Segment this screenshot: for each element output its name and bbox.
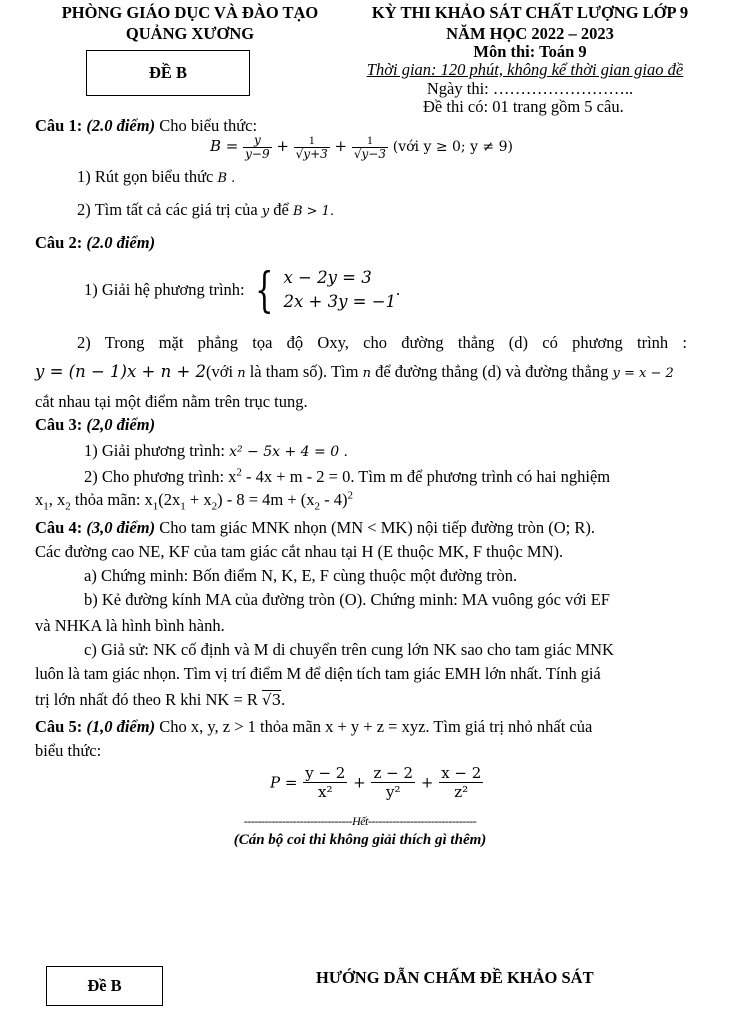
duration: Thời gian: 120 phút, không kể thời gian giao đề: [366, 60, 684, 79]
q3-header: Câu 3: (2,0 điểm): [35, 415, 156, 434]
guide-title: HƯỚNG DẪN CHẤM ĐỀ KHẢO SÁT: [316, 968, 594, 987]
q4-part-b2: và NHKA là hình bình hành.: [35, 616, 225, 635]
q2-header: Câu 2: (2.0 điểm): [35, 233, 156, 252]
q4-part-c1: c) Giả sử: NK cố định và M di chuyển trên cung lớn NK sao cho tam giác MNK: [84, 640, 614, 659]
q5-frac-3: $\frac{x - 2}{\text{z²}}$: [441, 764, 482, 801]
exam-date: Ngày thi: ……………………..: [426, 79, 634, 98]
q4-part-c2: luôn là tam giác nhọn. Tìm vị trí điểm M để diện tích tam giác EMH lớn nhất. Tính giá: [35, 664, 601, 683]
q5-line1: Câu 5: (1,0 điểm) Cho x, y, z > 1 thỏa mãn x + y + z = xyz. Tìm giá trị nhỏ nhất của: [35, 717, 593, 736]
q2-part2-line1: 2) Trong mặt phẳng tọa độ Oxy, cho đường thẳng (d) có phương trình :: [77, 333, 687, 352]
q1-part2: 2) Tìm tất cả các giá trị của y để B > 1.: [77, 200, 335, 219]
q5-frac-2: $\frac{z - 2}{\text{y²}}$: [373, 764, 414, 801]
q2-part2-line3: cắt nhau tại một điểm nằm trên trục tung.: [35, 392, 308, 411]
answer-code-box: Đề B: [46, 966, 163, 1006]
end-mark: -------------------------------Hết-------------------------------: [243, 814, 477, 828]
q3-part2-condition: $x_1$, $x_2$ thỏa mãn: $x_1(2x_1 + x_2) - 8 = 4m + (x_2 - 4)^2$: [35, 489, 354, 513]
q3-part1: 1) Giải phương trình: x² − 5x + 4 = 0 .: [84, 441, 348, 460]
q3-part2: 2) Cho phương trình: $x^2 - 4x + m - 2 = 0$. Tìm m để phương trình có hai nghiệm: [84, 466, 611, 486]
q4-part-a: a) Chứng minh: Bốn điểm N, K, E, F cùng thuộc một đường tròn.: [84, 566, 518, 585]
pages-info: Đề thi có: 01 trang gồm 5 câu.: [423, 97, 624, 116]
q4-line1: Câu 4: (3,0 điểm) Cho tam giác MNK nhọn (MN < MK) nội tiếp đường tròn (O; R).: [35, 518, 595, 537]
dept-name: PHÒNG GIÁO DỤC VÀ ĐÀO TẠO QUẢNG XƯƠNG: [61, 3, 319, 43]
q5-line2: biểu thức:: [35, 741, 102, 760]
q4-line2: Các đường cao NE, KF của tam giác cắt nhau tại H (E thuộc MK, F thuộc MN).: [35, 542, 564, 561]
exam-title: KỲ THI KHẢO SÁT CHẤT LƯỢNG LỚP 9 NĂM HỌC 2022 – 2023: [371, 3, 689, 43]
proctor-note: (Cán bộ coi thi không giải thích gì thêm): [233, 832, 487, 848]
q1-part1: 1) Rút gọn biểu thức B .: [77, 167, 236, 186]
q1-formula: B = $\frac{y}{y-9}$ + $\frac{1}{√y+3}$ + $\frac{1}{√y-3}$ (với y ≥ 0; y ≠ 9): [210, 133, 513, 161]
q1-header: Câu 1: (2.0 điểm) Cho biểu thức:: [35, 116, 258, 135]
q1-frac-1: $\frac{y}{y-9}$: [245, 133, 270, 161]
exam-code-box: ĐỀ B: [86, 50, 250, 96]
q5-frac-1: $\frac{y - 2}{\text{x²}}$: [305, 764, 346, 801]
q1-frac-3: $\frac{1}{√y-3}$: [353, 133, 386, 161]
system-brace: {: [254, 262, 274, 318]
q4-part-c3: trị lớn nhất đó theo R khi NK = R √3.: [35, 690, 286, 709]
q2-system: 1) Giải hệ phương trình: { x − 2y = 3 2x + 3y = −1 .: [84, 262, 401, 318]
subject: Môn thi: Toán 9: [473, 42, 587, 61]
q2-part2-line2: y = (n − 1)x + n + 2(với n là tham số). Tìm n để đường thẳng (d) và đường thẳng y = x − 2: [35, 362, 674, 381]
q4-part-b1: b) Kẻ đường kính MA của đường tròn (O). Chứng minh: MA vuông góc với EF: [84, 590, 610, 609]
q1-frac-2: $\frac{1}{√y+3}$: [295, 133, 328, 161]
q5-formula: P = $\frac{y - 2}{\text{x²}}$ + $\frac{z - 2}{\text{y²}}$ + $\frac{x - 2}{\text{z²}}$: [270, 764, 482, 801]
